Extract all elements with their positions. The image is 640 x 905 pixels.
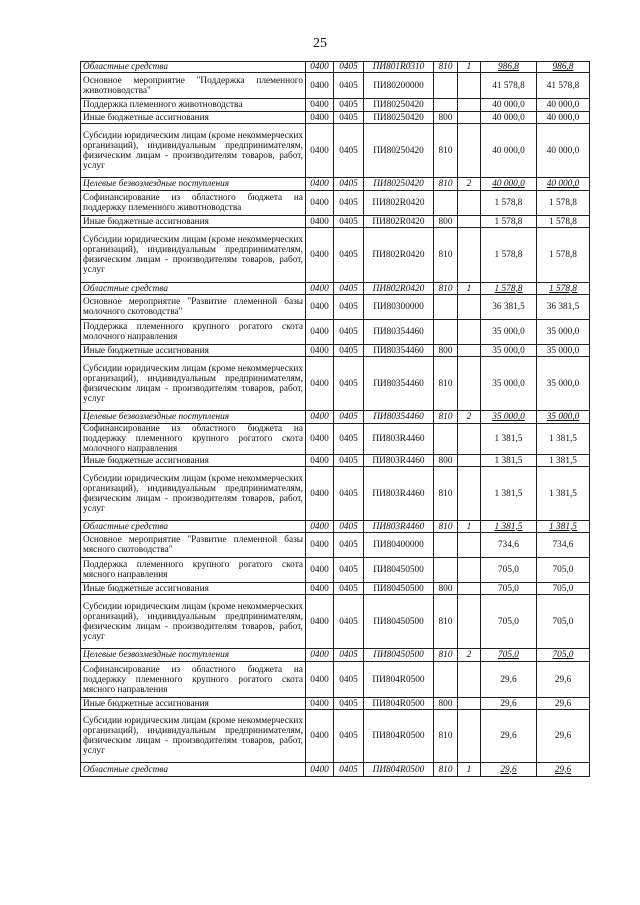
row-name-cell: Областные средства (81, 62, 306, 73)
row-amount-2-cell: 40 000,0 (537, 178, 590, 191)
row-section-cell: 0405 (334, 533, 364, 558)
row-source-cell (458, 216, 481, 228)
row-name-cell: Областные средства (81, 763, 306, 777)
row-expense-type-cell (434, 320, 458, 345)
row-amount-2-cell: 40 000,0 (537, 124, 590, 178)
row-source-cell: 1 (458, 62, 481, 73)
row-code-cell: ПИ80354460 (364, 411, 434, 424)
row-amount-2-cell: 1 381,5 (537, 455, 590, 467)
table-row (81, 320, 590, 345)
row-grbs-cell: 0400 (306, 455, 334, 467)
table-row (81, 216, 590, 228)
row-grbs-cell: 0400 (306, 698, 334, 710)
table-row (81, 583, 590, 595)
row-amount-1-cell: 734,6 (481, 533, 537, 558)
row-section-cell: 0405 (334, 662, 364, 698)
row-amount-1-cell: 705,0 (481, 558, 537, 583)
row-source-cell (458, 228, 481, 283)
row-section-cell: 0405 (334, 424, 364, 455)
table-row (81, 467, 590, 521)
row-grbs-cell: 0400 (306, 73, 334, 99)
row-amount-2-cell: 35 000,0 (537, 357, 590, 411)
row-source-cell (458, 698, 481, 710)
table-row (81, 411, 590, 424)
row-section-cell: 0405 (334, 411, 364, 424)
row-amount-2-cell: 35 000,0 (537, 320, 590, 345)
row-amount-1-cell: 1 381,5 (481, 467, 537, 521)
row-expense-type-cell: 810 (434, 411, 458, 424)
row-amount-1-cell: 40 000,0 (481, 112, 537, 124)
row-code-cell: ПИ80250420 (364, 112, 434, 124)
row-grbs-cell: 0400 (306, 662, 334, 698)
row-amount-1-cell: 36 381,5 (481, 295, 537, 320)
row-expense-type-cell: 810 (434, 228, 458, 283)
row-expense-type-cell (434, 73, 458, 99)
row-amount-2-cell: 705,0 (537, 558, 590, 583)
row-source-cell (458, 320, 481, 345)
row-name-cell: Иные бюджетные ассигнования (81, 112, 306, 124)
row-code-cell: ПИ802R0420 (364, 191, 434, 216)
row-code-cell: ПИ80450500 (364, 558, 434, 583)
row-grbs-cell: 0400 (306, 283, 334, 295)
row-amount-1-cell: 29,6 (481, 763, 537, 777)
table-row (81, 283, 590, 295)
row-section-cell: 0405 (334, 295, 364, 320)
row-grbs-cell: 0400 (306, 178, 334, 191)
row-grbs-cell: 0400 (306, 710, 334, 763)
row-name-cell: Субсидии юридическим лицам (кроме некоммерческих организаций), индивидуальным предпринимателям, физическим лицам - производителям товаров, работ, услуг (81, 124, 306, 178)
row-name-cell: Иные бюджетные ассигнования (81, 583, 306, 595)
row-source-cell (458, 357, 481, 411)
row-expense-type-cell: 800 (434, 698, 458, 710)
row-amount-2-cell: 29,6 (537, 710, 590, 763)
row-expense-type-cell: 810 (434, 649, 458, 662)
row-section-cell: 0405 (334, 558, 364, 583)
row-name-cell: Целевые безвозмездные поступления (81, 411, 306, 424)
row-name-cell: Поддержка племенного животноводства (81, 99, 306, 112)
row-grbs-cell: 0400 (306, 228, 334, 283)
row-amount-2-cell: 986,8 (537, 62, 590, 73)
row-code-cell: ПИ802R0420 (364, 228, 434, 283)
row-code-cell: ПИ80250420 (364, 99, 434, 112)
row-source-cell (458, 99, 481, 112)
row-amount-1-cell: 1 578,8 (481, 191, 537, 216)
page-number: 25 (313, 36, 327, 51)
row-source-cell (458, 583, 481, 595)
row-grbs-cell: 0400 (306, 357, 334, 411)
row-section-cell: 0405 (334, 698, 364, 710)
table-row (81, 73, 590, 99)
row-expense-type-cell: 810 (434, 178, 458, 191)
row-expense-type-cell (434, 99, 458, 112)
table-row (81, 595, 590, 649)
row-grbs-cell: 0400 (306, 320, 334, 345)
row-amount-2-cell: 1 381,5 (537, 467, 590, 521)
row-code-cell: ПИ803R4460 (364, 424, 434, 455)
row-section-cell: 0405 (334, 521, 364, 533)
row-code-cell: ПИ802R0420 (364, 216, 434, 228)
row-amount-1-cell: 40 000,0 (481, 99, 537, 112)
row-amount-1-cell: 1 381,5 (481, 455, 537, 467)
row-name-cell: Основное мероприятие "Развитие племенной базы мясного скотоводства" (81, 533, 306, 558)
table-row (81, 662, 590, 698)
row-section-cell: 0405 (334, 320, 364, 345)
row-code-cell: ПИ80450500 (364, 595, 434, 649)
table-row (81, 649, 590, 662)
row-expense-type-cell: 800 (434, 216, 458, 228)
row-code-cell: ПИ80354460 (364, 345, 434, 357)
row-section-cell: 0405 (334, 467, 364, 521)
row-code-cell: ПИ801R0310 (364, 62, 434, 73)
row-source-cell (458, 662, 481, 698)
row-expense-type-cell: 800 (434, 583, 458, 595)
row-amount-2-cell: 1 578,8 (537, 228, 590, 283)
row-expense-type-cell: 800 (434, 112, 458, 124)
row-amount-1-cell: 35 000,0 (481, 411, 537, 424)
row-code-cell: ПИ80450500 (364, 649, 434, 662)
table-row (81, 455, 590, 467)
row-source-cell (458, 710, 481, 763)
row-name-cell: Софинансирование из областного бюджета на поддержку племенного крупного рогатого скота молочного направления (81, 424, 306, 455)
row-expense-type-cell (434, 558, 458, 583)
row-amount-1-cell: 40 000,0 (481, 124, 537, 178)
row-grbs-cell: 0400 (306, 649, 334, 662)
row-section-cell: 0405 (334, 455, 364, 467)
row-section-cell: 0405 (334, 763, 364, 777)
row-amount-2-cell: 41 578,8 (537, 73, 590, 99)
row-amount-2-cell: 705,0 (537, 583, 590, 595)
row-section-cell: 0405 (334, 216, 364, 228)
row-section-cell: 0405 (334, 345, 364, 357)
row-source-cell (458, 73, 481, 99)
row-source-cell (458, 345, 481, 357)
row-grbs-cell: 0400 (306, 583, 334, 595)
table-row (81, 62, 590, 73)
row-section-cell: 0405 (334, 191, 364, 216)
row-code-cell: ПИ803R4460 (364, 467, 434, 521)
row-expense-type-cell: 800 (434, 455, 458, 467)
row-name-cell: Целевые безвозмездные поступления (81, 178, 306, 191)
row-expense-type-cell: 810 (434, 710, 458, 763)
row-source-cell: 2 (458, 178, 481, 191)
row-section-cell: 0405 (334, 710, 364, 763)
row-source-cell (458, 595, 481, 649)
row-source-cell: 2 (458, 649, 481, 662)
row-expense-type-cell: 810 (434, 467, 458, 521)
row-grbs-cell: 0400 (306, 595, 334, 649)
row-source-cell (458, 467, 481, 521)
row-code-cell: ПИ80250420 (364, 124, 434, 178)
row-amount-1-cell: 1 578,8 (481, 216, 537, 228)
row-expense-type-cell: 810 (434, 595, 458, 649)
table-row (81, 698, 590, 710)
row-source-cell (458, 112, 481, 124)
row-source-cell: 1 (458, 763, 481, 777)
table-row (81, 345, 590, 357)
row-amount-2-cell: 35 000,0 (537, 345, 590, 357)
row-code-cell: ПИ80354460 (364, 357, 434, 411)
row-section-cell: 0405 (334, 99, 364, 112)
row-source-cell: 2 (458, 411, 481, 424)
row-code-cell: ПИ80400000 (364, 533, 434, 558)
row-amount-2-cell: 40 000,0 (537, 112, 590, 124)
row-section-cell: 0405 (334, 583, 364, 595)
table-row (81, 533, 590, 558)
row-grbs-cell: 0400 (306, 124, 334, 178)
row-name-cell: Основное мероприятие "Развитие племенной базы молочного скотоводства" (81, 295, 306, 320)
row-name-cell: Субсидии юридическим лицам (кроме некоммерческих организаций), индивидуальным предпринимателям, физическим лицам - производителям товаров, работ, услуг (81, 228, 306, 283)
row-expense-type-cell (434, 191, 458, 216)
row-amount-2-cell: 734,6 (537, 533, 590, 558)
row-name-cell: Основное мероприятие "Поддержка племенного животноводства" (81, 73, 306, 99)
table-row (81, 112, 590, 124)
row-grbs-cell: 0400 (306, 345, 334, 357)
row-amount-1-cell: 1 578,8 (481, 228, 537, 283)
row-code-cell: ПИ80200000 (364, 73, 434, 99)
row-amount-1-cell: 1 381,5 (481, 424, 537, 455)
row-amount-2-cell: 1 578,8 (537, 283, 590, 295)
table-row (81, 424, 590, 455)
row-source-cell (458, 424, 481, 455)
row-amount-1-cell: 41 578,8 (481, 73, 537, 99)
row-source-cell: 1 (458, 283, 481, 295)
row-code-cell: ПИ804R0500 (364, 662, 434, 698)
row-source-cell (458, 455, 481, 467)
row-section-cell: 0405 (334, 124, 364, 178)
row-source-cell (458, 533, 481, 558)
row-name-cell: Поддержка племенного крупного рогатого скота молочного направления (81, 320, 306, 345)
row-name-cell: Субсидии юридическим лицам (кроме некоммерческих организаций), индивидуальным предпринимателям, физическим лицам - производителям товаров, работ, услуг (81, 357, 306, 411)
row-grbs-cell: 0400 (306, 216, 334, 228)
row-expense-type-cell (434, 533, 458, 558)
row-amount-2-cell: 705,0 (537, 595, 590, 649)
row-expense-type-cell: 810 (434, 763, 458, 777)
row-source-cell (458, 558, 481, 583)
row-grbs-cell: 0400 (306, 99, 334, 112)
row-section-cell: 0405 (334, 112, 364, 124)
row-section-cell: 0405 (334, 73, 364, 99)
row-grbs-cell: 0400 (306, 467, 334, 521)
row-name-cell: Иные бюджетные ассигнования (81, 345, 306, 357)
row-amount-2-cell: 29,6 (537, 763, 590, 777)
row-section-cell: 0405 (334, 649, 364, 662)
row-expense-type-cell (434, 662, 458, 698)
table-row (81, 521, 590, 533)
row-expense-type-cell: 810 (434, 62, 458, 73)
table-row (81, 99, 590, 112)
row-amount-1-cell: 705,0 (481, 583, 537, 595)
row-amount-1-cell: 40 000,0 (481, 178, 537, 191)
row-amount-1-cell: 29,6 (481, 710, 537, 763)
row-name-cell: Софинансирование из областного бюджета на поддержку племенного крупного рогатого скота мясного направления (81, 662, 306, 698)
row-grbs-cell: 0400 (306, 62, 334, 73)
row-code-cell: ПИ803R4460 (364, 521, 434, 533)
row-section-cell: 0405 (334, 357, 364, 411)
row-amount-1-cell: 29,6 (481, 698, 537, 710)
row-amount-1-cell: 986,8 (481, 62, 537, 73)
row-name-cell: Областные средства (81, 283, 306, 295)
row-expense-type-cell: 800 (434, 345, 458, 357)
table-row (81, 124, 590, 178)
row-amount-2-cell: 1 381,5 (537, 521, 590, 533)
row-grbs-cell: 0400 (306, 295, 334, 320)
row-amount-1-cell: 1 381,5 (481, 521, 537, 533)
row-amount-2-cell: 705,0 (537, 649, 590, 662)
row-amount-1-cell: 35 000,0 (481, 357, 537, 411)
row-section-cell: 0405 (334, 62, 364, 73)
row-name-cell: Иные бюджетные ассигнования (81, 216, 306, 228)
row-source-cell: 1 (458, 521, 481, 533)
budget-table (80, 61, 590, 777)
row-code-cell: ПИ804R0500 (364, 698, 434, 710)
row-section-cell: 0405 (334, 595, 364, 649)
row-code-cell: ПИ80250420 (364, 178, 434, 191)
row-source-cell (458, 124, 481, 178)
row-name-cell: Областные средства (81, 521, 306, 533)
row-amount-1-cell: 705,0 (481, 595, 537, 649)
row-grbs-cell: 0400 (306, 411, 334, 424)
row-amount-2-cell: 36 381,5 (537, 295, 590, 320)
row-amount-2-cell: 1 381,5 (537, 424, 590, 455)
row-amount-2-cell: 35 000,0 (537, 411, 590, 424)
row-name-cell: Субсидии юридическим лицам (кроме некоммерческих организаций), индивидуальным предпринимателям, физическим лицам - производителям товаров, работ, услуг (81, 710, 306, 763)
row-name-cell: Поддержка племенного крупного рогатого скота мясного направления (81, 558, 306, 583)
row-code-cell: ПИ80450500 (364, 583, 434, 595)
row-expense-type-cell: 810 (434, 283, 458, 295)
row-expense-type-cell: 810 (434, 357, 458, 411)
row-amount-2-cell: 1 578,8 (537, 216, 590, 228)
row-code-cell: ПИ80300000 (364, 295, 434, 320)
row-amount-2-cell: 40 000,0 (537, 99, 590, 112)
row-code-cell: ПИ803R4460 (364, 455, 434, 467)
row-grbs-cell: 0400 (306, 191, 334, 216)
row-amount-1-cell: 35 000,0 (481, 345, 537, 357)
row-name-cell: Субсидии юридическим лицам (кроме некоммерческих организаций), индивидуальным предпринимателям, физическим лицам - производителям товаров, работ, услуг (81, 467, 306, 521)
row-source-cell (458, 295, 481, 320)
row-amount-1-cell: 1 578,8 (481, 283, 537, 295)
row-grbs-cell: 0400 (306, 112, 334, 124)
row-expense-type-cell: 810 (434, 124, 458, 178)
row-amount-2-cell: 29,6 (537, 698, 590, 710)
table-row (81, 763, 590, 777)
row-name-cell: Софинансирование из областного бюджета на поддержку племенного животноводства (81, 191, 306, 216)
row-code-cell: ПИ804R0500 (364, 763, 434, 777)
row-name-cell: Целевые безвозмездные поступления (81, 649, 306, 662)
table-row (81, 357, 590, 411)
row-grbs-cell: 0400 (306, 521, 334, 533)
table-row (81, 228, 590, 283)
row-grbs-cell: 0400 (306, 763, 334, 777)
row-grbs-cell: 0400 (306, 558, 334, 583)
row-amount-1-cell: 29,6 (481, 662, 537, 698)
table-row (81, 295, 590, 320)
table-row (81, 191, 590, 216)
row-name-cell: Иные бюджетные ассигнования (81, 455, 306, 467)
row-grbs-cell: 0400 (306, 424, 334, 455)
row-grbs-cell: 0400 (306, 533, 334, 558)
row-amount-1-cell: 705,0 (481, 649, 537, 662)
table-row (81, 558, 590, 583)
row-expense-type-cell (434, 424, 458, 455)
table-row (81, 178, 590, 191)
row-source-cell (458, 191, 481, 216)
row-section-cell: 0405 (334, 283, 364, 295)
row-code-cell: ПИ804R0500 (364, 710, 434, 763)
row-expense-type-cell (434, 295, 458, 320)
row-expense-type-cell: 810 (434, 521, 458, 533)
row-name-cell: Иные бюджетные ассигнования (81, 698, 306, 710)
row-name-cell: Субсидии юридическим лицам (кроме некоммерческих организаций), индивидуальным предпринимателям, физическим лицам - производителям товаров, работ, услуг (81, 595, 306, 649)
row-code-cell: ПИ802R0420 (364, 283, 434, 295)
row-amount-2-cell: 1 578,8 (537, 191, 590, 216)
row-section-cell: 0405 (334, 228, 364, 283)
row-section-cell: 0405 (334, 178, 364, 191)
row-amount-2-cell: 29,6 (537, 662, 590, 698)
row-amount-1-cell: 35 000,0 (481, 320, 537, 345)
table-row (81, 710, 590, 763)
row-code-cell: ПИ80354460 (364, 320, 434, 345)
